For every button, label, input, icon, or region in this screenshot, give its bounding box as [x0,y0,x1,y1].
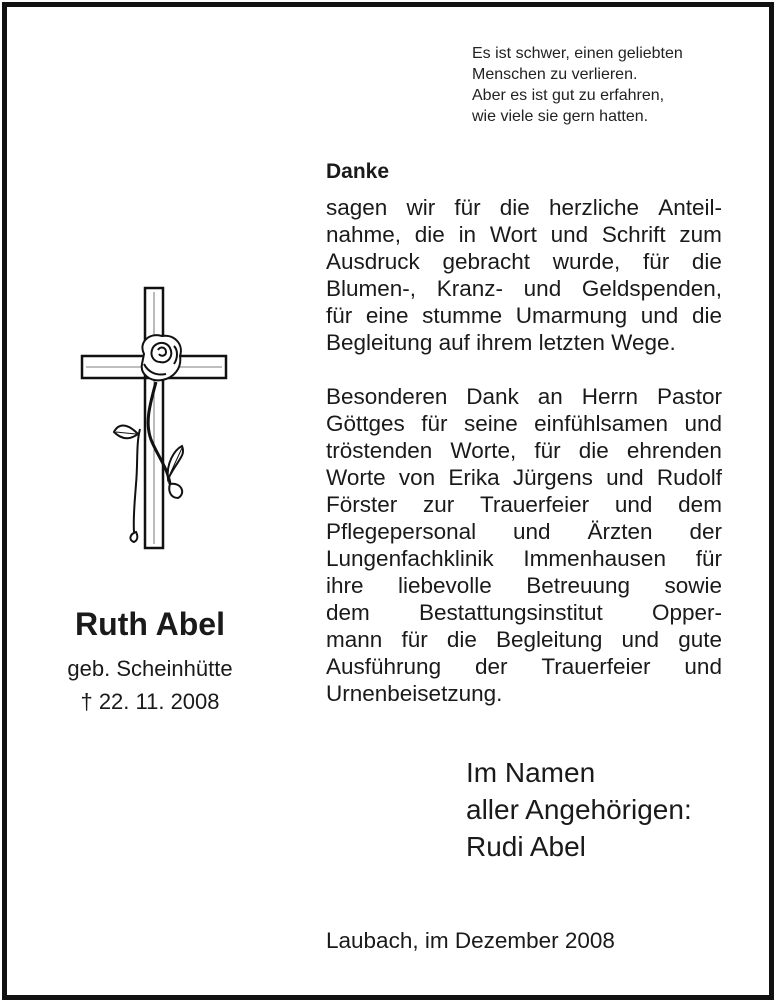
word: Rudolf [656,465,722,490]
word: von [398,465,436,490]
word: wir [406,195,436,220]
word: liebevolle [397,573,492,598]
word: an [537,384,563,409]
word: der [474,654,508,679]
word: und [621,627,660,652]
word: Ausdruck [326,249,420,274]
text-line [326,194,722,221]
text-line [326,275,722,302]
text-line [326,599,722,626]
word: Begleitung auf ihrem letzten Wege. [326,330,676,355]
word: dem [678,492,722,517]
word: der [689,519,722,544]
word: tröstenden [326,438,433,463]
text-line [326,410,722,437]
word: Förster [326,492,398,517]
word: Schrift [601,222,666,247]
word: Herrn [581,384,638,409]
word: und [550,222,589,247]
word: für [421,411,448,436]
word: mann [326,627,383,652]
word: für [642,249,670,274]
word: Immenhausen [523,546,666,571]
word: Bestattungsinstitut [418,600,603,625]
word: Wort [489,222,537,247]
text-line [326,680,722,707]
word: Dank [466,384,519,409]
word: herzliche [548,195,640,220]
word: die [414,222,445,247]
word: eine [365,303,409,328]
text-line [326,248,722,275]
word: für [534,438,561,463]
text-line [326,302,722,329]
word: Pastor [656,384,722,409]
quote-line: Menschen zu verlieren. [472,66,638,83]
word: und [640,303,679,328]
word: für [326,303,353,328]
text-line [326,383,722,410]
word: Begleitung [496,627,603,652]
signature-line: aller Angehörigen: [466,794,692,825]
word: Geldspenden, [581,276,722,301]
word: ehrenden [626,438,722,463]
word: Erika [448,465,500,490]
word: und [523,276,562,301]
word: Kranz- [436,276,503,301]
word: Betreuung [526,573,631,598]
text-line [326,518,722,545]
quote-line: Aber es ist gut zu erfahren, [472,87,665,104]
word: wurde, [552,249,621,274]
word: in [458,222,477,247]
word: Worte [326,465,386,490]
word: nahme, [326,222,402,247]
signature-line: Rudi Abel [466,831,586,862]
deceased-name: Ruth Abel [75,606,225,642]
quote [472,43,752,127]
word: Lungenfachklinik [326,546,494,571]
word: zum [679,222,722,247]
word: und [606,465,644,490]
birth-name: geb. Scheinhütte [67,656,233,681]
word: und [684,411,722,436]
word: Blumen-, [326,276,417,301]
word: stumme [422,303,503,328]
word: Besonderen [326,384,448,409]
text-line [326,491,722,518]
word: zur [422,492,455,517]
thanks-paragraph-1 [326,194,722,356]
word: gute [678,627,722,652]
word: Trauerfeier [541,654,651,679]
death-date: † 22. 11. 2008 [80,689,220,714]
thanks-title: Danke [326,160,390,183]
signature-block [466,754,692,865]
word: Göttges [326,411,405,436]
word: die [691,249,722,274]
word: Worte, [450,438,517,463]
text-line [326,572,722,599]
word: die [446,627,477,652]
word: die [499,195,530,220]
word: für [695,546,722,571]
word: einfühlsamen [534,411,669,436]
cross-with-rose-icon [78,284,230,554]
word: gebracht [442,249,531,274]
word: sowie [664,573,722,598]
word: Trauerfeier [479,492,590,517]
word: und [684,654,722,679]
word: Urnenbeisetzung. [326,681,503,706]
word: und [513,519,551,544]
text-line [326,464,722,491]
word: für [454,195,481,220]
word: Ausführung [326,654,442,679]
signature-line: Im Namen [466,757,596,788]
word: ihre [326,573,364,598]
word: die [691,303,722,328]
thanks-paragraph-2 [326,383,722,707]
word: sagen [326,195,388,220]
quote-line: Es ist schwer, einen geliebten [472,45,683,62]
place-date: Laubach, im Dezember 2008 [326,928,615,953]
word: Pflegepersonal [326,519,477,544]
word: Opper- [651,600,722,625]
word: für [401,627,428,652]
word: Jürgens [512,465,593,490]
word: Anteil- [658,195,722,220]
text-line [326,626,722,653]
quote-line: wie viele sie gern hatten. [472,108,649,125]
text-line [326,221,722,248]
word: und [614,492,653,517]
text-line [326,437,722,464]
word: seine [463,411,518,436]
word: Ärzten [587,519,653,544]
text-line [326,329,722,356]
word: dem [326,600,370,625]
word: die [578,438,609,463]
text-line [326,545,722,572]
word: Umarmung [515,303,628,328]
text-line [326,653,722,680]
